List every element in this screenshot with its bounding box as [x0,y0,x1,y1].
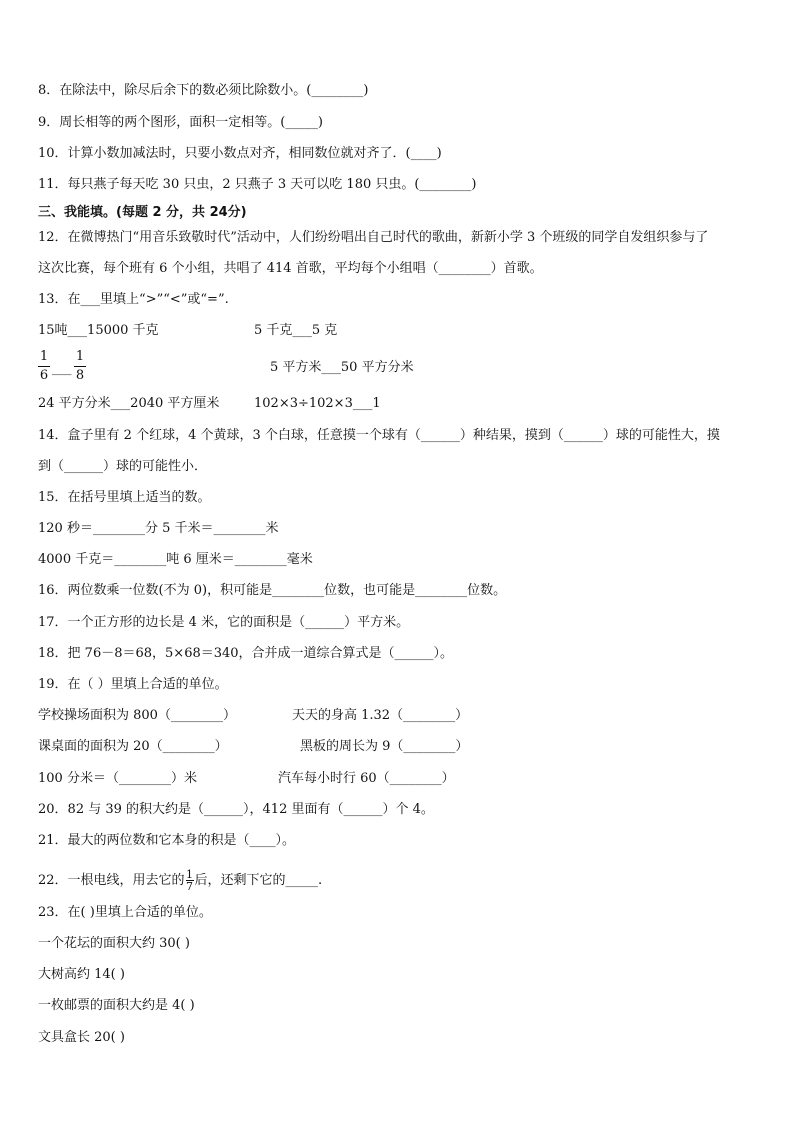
fraction-one-sixth [38,348,50,385]
question-14-line-2: 到（______）球的可能性小． [38,459,208,474]
fraction-denominator: 8 [75,368,85,383]
section-3-heading: 三、我能填。(每题 2 分，共 24分) [38,205,247,220]
fraction-one-seventh [186,869,194,892]
question-19: 19．在（ ）里填上合适的单位。 [38,677,228,692]
question-15-row-1: 120 秒＝________分 5 千米＝________米 [38,521,279,536]
question-11: 11．每只燕子每天吃 30 只虫，2 只燕子 3 天可以吃 180 只虫。(________) [38,177,477,192]
fraction-numerator: 1 [39,349,49,364]
question-8: 8．在除法中，除尽后余下的数必须比除数小。(________) [38,83,369,98]
question-23: 23．在( )里填上合适的单位。 [38,905,212,920]
question-18: 18．把 76－8＝68，5×68＝340，合并成一道综合算式是（______）。 [38,646,454,661]
question-23-item-1: 一个花坛的面积大约 30( ) [38,936,190,951]
question-13-item-5: 24 平方分米___2040 平方厘米 [38,396,220,411]
question-23-item-3: 一枚邮票的面积大约是 4( ) [38,998,195,1013]
question-19-item-6: 汽车每小时行 60（________） [278,771,455,786]
fraction-numerator: 1 [75,349,85,364]
question-19-item-4: 黑板的周长为 9（________） [300,739,469,754]
question-19-item-5: 100 分米＝（________）米 [38,771,197,786]
question-13: 13．在___里填上“>”“<”或“=”. [38,292,229,307]
question-19-item-3: 课桌面的面积为 20（________） [38,739,228,754]
question-13-item-1: 15吨___15000 千克 [38,323,159,338]
question-20: 20．82 与 39 的积大约是（______），412 里面有（______）个 4。 [38,802,434,817]
question-15-row-2: 4000 千克＝________吨 6 厘米＝________毫米 [38,552,313,567]
question-12-line-2: 这次比赛，每个班有 6 个小组，共唱了 414 首歌，平均每个小组唱（________）首歌。 [38,261,543,276]
question-13-item-4: 5 平方米___50 平方分米 [270,360,414,375]
question-22 [38,869,322,892]
question-13-item-6: 102×3÷102×3___1 [254,396,381,411]
question-22-text-end: 后，还剩下它的_____. [194,873,323,888]
fraction-denominator: 6 [39,368,49,383]
question-22-text-start: 22．一根电线，用去它的 [38,873,185,888]
question-17: 17．一个正方形的边长是 4 米，它的面积是（______）平方米。 [38,615,410,630]
question-19-item-2: 天天的身高 1.32（________） [292,708,469,723]
fraction-one-eighth [74,348,86,385]
question-15: 15．在括号里填上适当的数。 [38,490,211,505]
question-16: 16．两位数乘一位数(不为 0)，积可能是________位数，也可能是________位数。 [38,583,507,598]
question-14-line-1: 14．盒子里有 2 个红球，4 个黄球，3 个白球，任意摸一个球有（______）种结果，摸到（______）球的可能性大，摸 [38,428,720,443]
fraction-numerator: 1 [186,868,194,881]
question-13-item-2: 5 千克___5 克 [254,323,338,338]
question-23-item-4: 文具盒长 20( ) [38,1030,125,1045]
question-21: 21．最大的两位数和它本身的积是（____）。 [38,833,296,848]
fraction-denominator: 7 [186,880,194,893]
question-9: 9．周长相等的两个图形，面积一定相等。(_____) [38,115,323,130]
question-19-item-1: 学校操场面积为 800（________） [38,708,236,723]
comparison-blank: ___ [52,361,72,376]
question-10: 10．计算小数加减法时，只要小数点对齐，相同数位就对齐了．(____) [38,146,442,161]
question-12-line-1: 12．在微博热门“用音乐致敬时代”活动中，人们纷纷唱出自己时代的歌曲，新新小学 3 个班级的同学自发组织参与了 [38,230,709,245]
question-23-item-2: 大树高约 14( ) [38,967,125,982]
